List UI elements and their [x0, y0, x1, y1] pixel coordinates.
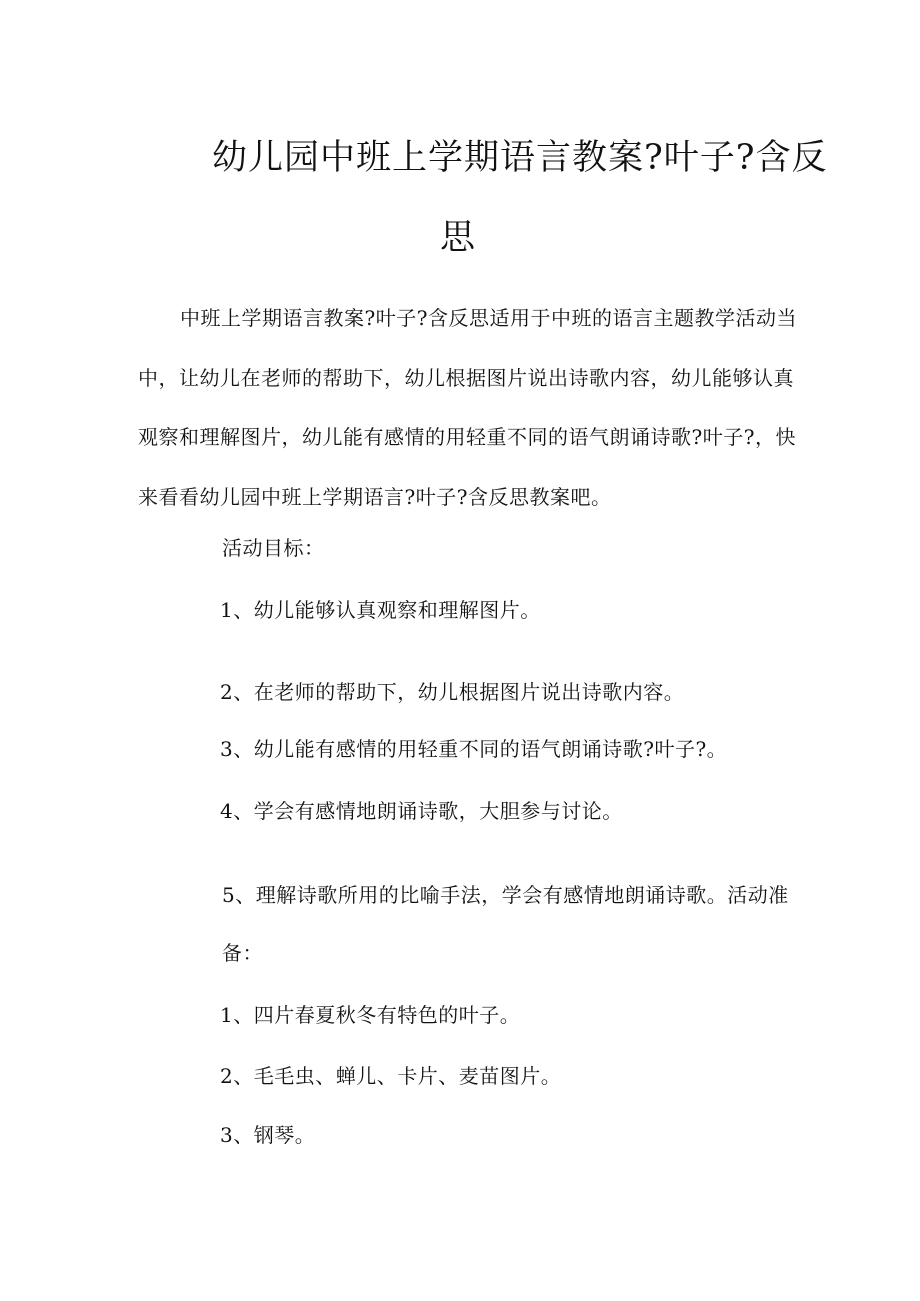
goal-item-4: 4、学会有感情地朗诵诗歌，大胆参与讨论。 — [220, 799, 623, 823]
intro-line-4: 来看看幼儿园中班上学期语言?叶子?含反思教案吧。 — [138, 485, 612, 509]
preparation-item-2: 2、毛毛虫、蝉儿、卡片、麦苗图片。 — [220, 1064, 562, 1088]
preparation-item-1: 1、四片春夏秋冬有特色的叶子。 — [220, 1003, 521, 1027]
goal-item-1: 1、幼儿能够认真观察和理解图片。 — [220, 598, 541, 622]
intro-line-3: 观察和理解图片，幼儿能有感情的用轻重不同的语气朗诵诗歌?叶子?，快 — [138, 425, 796, 449]
document-title-line-2: 思 — [440, 218, 477, 258]
goal-item-5-continuation: 备： — [222, 941, 263, 965]
intro-line-1: 中班上学期语言教案?叶子?含反思适用于中班的语言主题教学活动当 — [180, 306, 797, 330]
goal-item-5: 5、理解诗歌所用的比喻手法，学会有感情地朗诵诗歌。活动准 — [222, 883, 789, 907]
document-title-line-1: 幼儿园中班上学期语言教案?叶子?含反 — [212, 138, 828, 178]
preparation-item-3: 3、钢琴。 — [220, 1123, 316, 1147]
goal-item-3: 3、幼儿能有感情的用轻重不同的语气朗诵诗歌?叶子?。 — [220, 737, 728, 761]
goal-item-2: 2、在老师的帮助下，幼儿根据图片说出诗歌内容。 — [220, 680, 685, 704]
goals-heading: 活动目标： — [222, 536, 325, 560]
intro-line-2: 中，让幼儿在老师的帮助下，幼儿根据图片说出诗歌内容，幼儿能够认真 — [138, 366, 794, 390]
